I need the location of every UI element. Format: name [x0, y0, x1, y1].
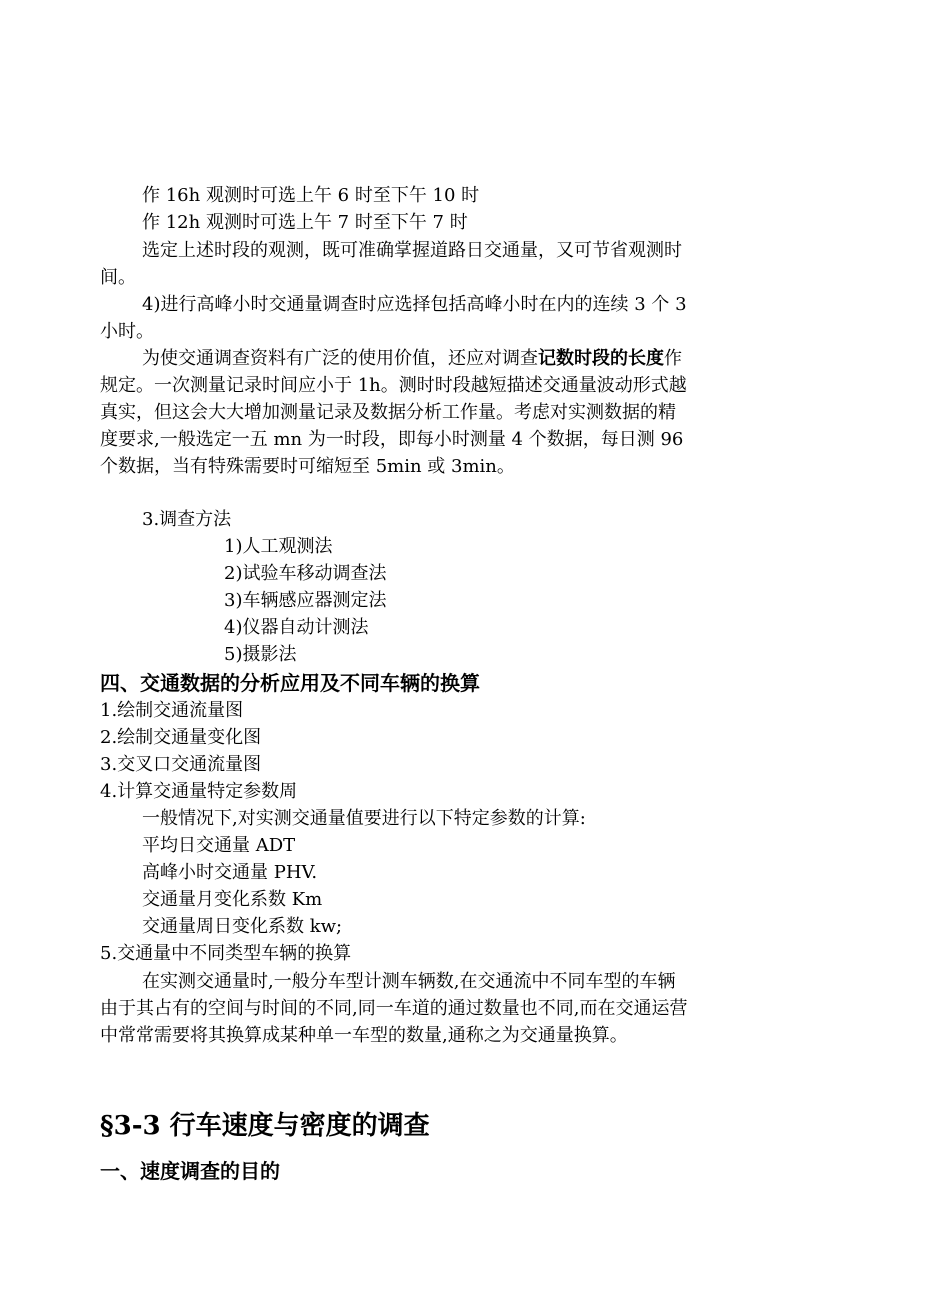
method-item: 2)试验车移动调查法 — [224, 563, 387, 584]
param-item: 交通量月变化系数 Km — [142, 889, 323, 910]
line-16h: 作 16h 观测时可选上午 6 时至下午 10 时 — [142, 185, 480, 206]
subsection-4: 4.计算交通量特定参数周 — [100, 781, 298, 802]
params-intro: 一般情况下,对实测交通量值要进行以下特定参数的计算: — [142, 808, 586, 829]
bold-term: 记数时段的长度 — [538, 348, 664, 369]
paragraph-counting-period-b: 作规定。一次测量记录时间应小于 1h。测时时段越短描述交通量波动形式越真实，但这会大大增加测量记录及数据分析工作量。考虑对实测数据的精度要求,一般选定一五 mn 为一时段，即每小时测量 4 个数据，每日测 96 个数据，当有特殊需要时可缩短至 5min 或 3min。 — [100, 348, 687, 477]
paragraph-counting-period-a: 为使交通调查资料有广泛的使用价值，还应对调查 — [142, 348, 538, 369]
paragraph-peak-hour: 4)进行高峰小时交通量调查时应选择包括高峰小时在内的连续 3 个 3 小时。 — [100, 294, 687, 342]
subsection-5: 5.交通量中不同类型车辆的换算 — [100, 943, 352, 964]
subsection-3: 3.交叉口交通流量图 — [100, 754, 262, 775]
subsection-2: 2.绘制交通量变化图 — [100, 727, 262, 748]
paragraph-conversion: 在实测交通量时,一般分车型计测车辆数,在交通流中不同车型的车辆由于其占有的空间与时间的不同,同一车道的通过数量也不同,而在交通运营中常常需要将其换算成某种单一车型的数量,通称之为交通量换算。 — [100, 971, 688, 1046]
method-item: 3)车辆感应器测定法 — [224, 590, 387, 611]
method-item: 5)摄影法 — [224, 644, 297, 665]
section-heading-speed: 一、速度调查的目的 — [100, 1159, 280, 1183]
param-item: 高峰小时交通量 PHV. — [142, 862, 318, 883]
subsection-1: 1.绘制交通流量图 — [100, 700, 244, 721]
method-item: 1)人工观测法 — [224, 536, 333, 557]
method-item: 4)仪器自动计测法 — [224, 617, 369, 638]
param-item: 交通量周日变化系数 kw; — [142, 916, 343, 937]
param-item: 平均日交通量 ADT — [142, 835, 296, 856]
section-heading-4: 四、交通数据的分析应用及不同车辆的换算 — [100, 671, 480, 695]
line-12h: 作 12h 观测时可选上午 7 时至下午 7 时 — [142, 212, 468, 233]
paragraph-observation: 选定上述时段的观测，既可准确掌握道路日交通量，又可节省观测时间。 — [100, 240, 682, 288]
chapter-heading: §3-3 行车速度与密度的调查 — [100, 1111, 430, 1141]
paragraph-counting-period — [100, 345, 692, 480]
heading-methods: 3.调查方法 — [142, 509, 232, 530]
